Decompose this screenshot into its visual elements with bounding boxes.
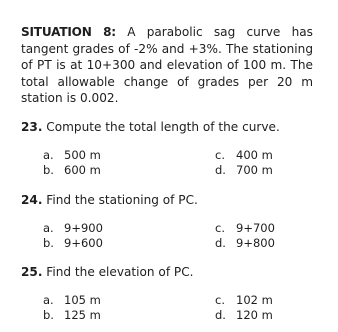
choice-c [215,293,273,307]
choice-value: 400 m [236,148,273,162]
choice-d [215,163,273,177]
choice-c [215,221,275,235]
choice-letter: c. [215,221,225,235]
situation-text: A parabolic sag curve has tangent grades of -2% and +3%. The stationing of PT is at 10+300 and elevation of 100 m. The total allowable change of grades per 20 m station is 0.002. [21,25,313,106]
choice-letter: a. [43,293,54,307]
choice-d [215,236,275,250]
choice-letter: b. [43,308,54,322]
question-23 [21,119,321,135]
choice-value: 9+800 [236,236,275,250]
choice-letter: a. [43,221,54,235]
question-number: 25. [21,265,43,279]
choice-value: 102 m [236,293,273,307]
situation-label: SITUATION 8: [21,25,116,39]
choice-b [43,163,101,177]
choice-letter: a. [43,148,54,162]
question-number: 23. [21,120,43,134]
choice-letter: d. [215,308,226,322]
choice-letter: c. [215,148,225,162]
question-text: Find the stationing of PC. [46,193,198,207]
choice-value: 600 m [64,163,101,177]
choice-b [43,308,101,322]
choice-value: 105 m [64,293,101,307]
question-text: Find the elevation of PC. [46,265,194,279]
choice-value: 700 m [236,163,273,177]
choice-letter: b. [43,163,54,177]
choice-value: 9+900 [64,221,103,235]
question-25 [21,264,321,280]
choice-a [43,293,101,307]
choice-value: 9+700 [236,221,275,235]
choice-b [43,236,103,250]
choice-a [43,148,101,162]
choice-value: 120 m [236,308,273,322]
situation-paragraph [21,24,313,107]
choice-letter: b. [43,236,54,250]
choice-letter: d. [215,163,226,177]
choice-value: 125 m [64,308,101,322]
choice-letter: c. [215,293,225,307]
question-24 [21,192,321,208]
question-number: 24. [21,193,43,207]
choice-value: 500 m [64,148,101,162]
choice-d [215,308,273,322]
choice-value: 9+600 [64,236,103,250]
choice-a [43,221,103,235]
choice-c [215,148,273,162]
question-text: Compute the total length of the curve. [46,120,280,134]
choice-letter: d. [215,236,226,250]
